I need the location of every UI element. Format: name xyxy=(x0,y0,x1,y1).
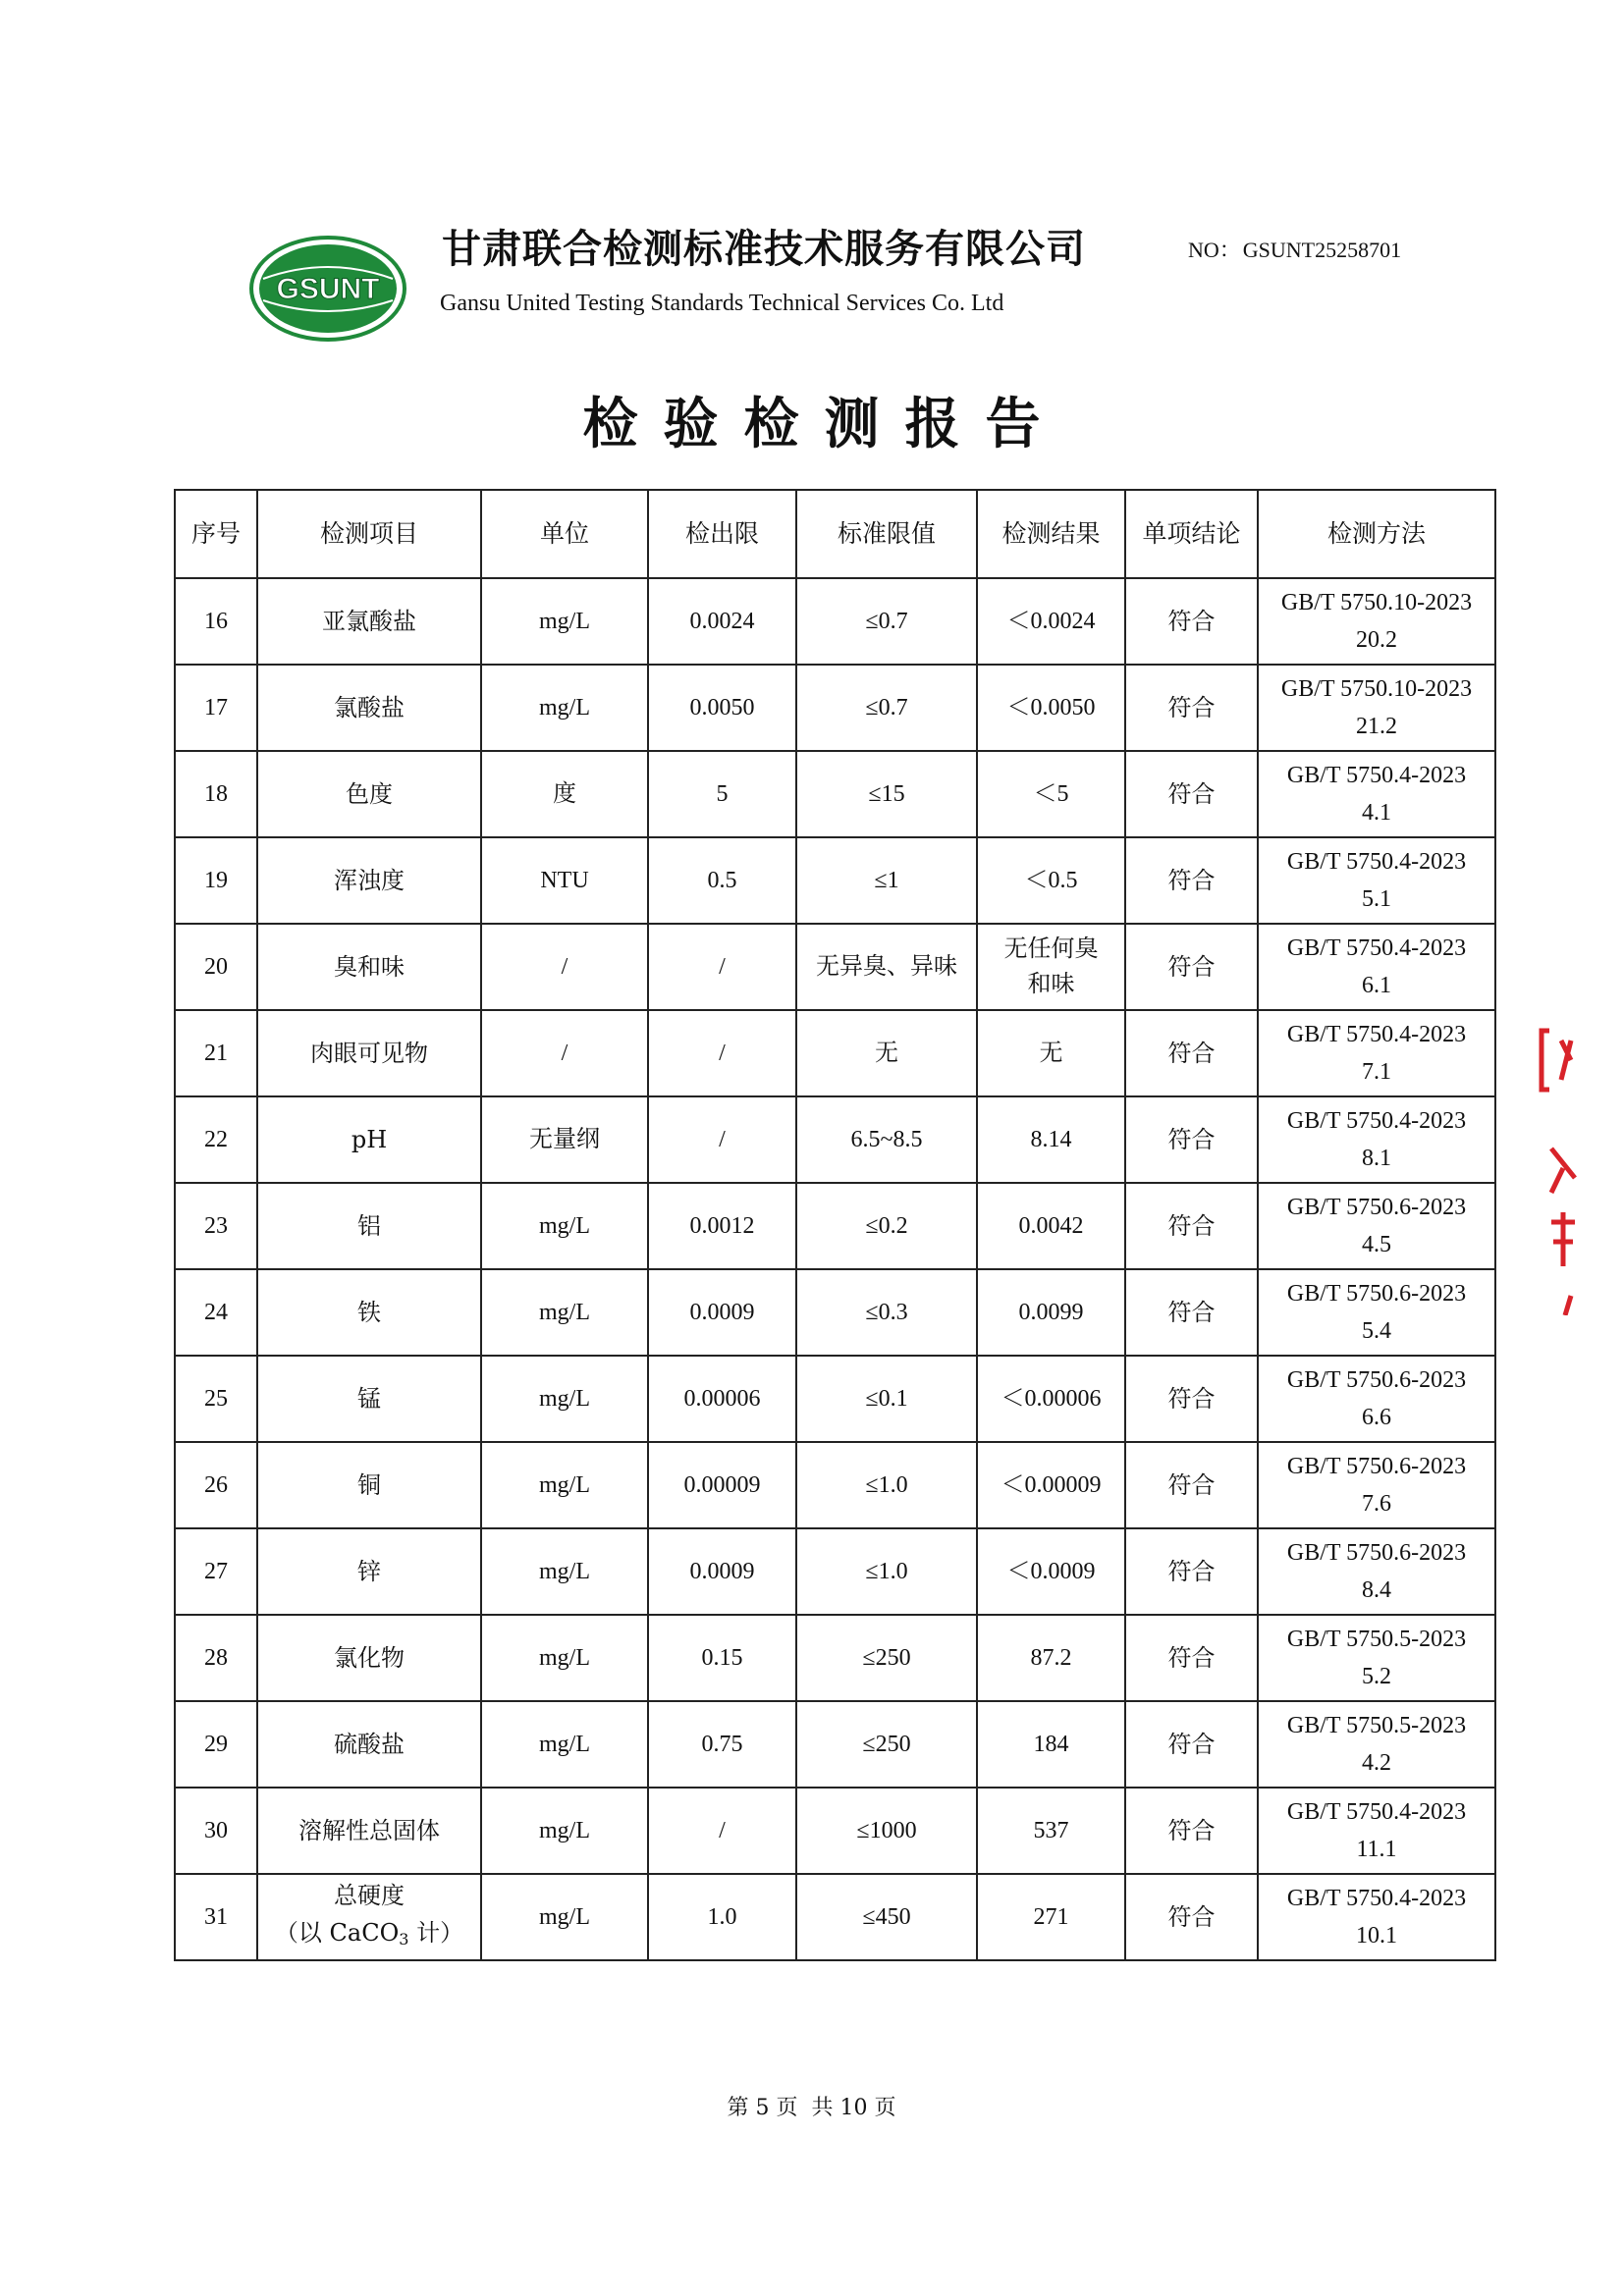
cell-item: 锰 xyxy=(257,1356,481,1442)
company-name-cn: 甘肃联合检测标准技术服务有限公司 xyxy=(442,226,1086,272)
cell-item: 臭和味 xyxy=(257,924,481,1010)
cell-no: 27 xyxy=(175,1528,257,1615)
cell-result: 0.0099 xyxy=(977,1269,1125,1356)
table-row xyxy=(175,1096,1495,1183)
cell-detection-limit: 0.15 xyxy=(648,1615,796,1701)
cell-method-clause: 7.1 xyxy=(1362,1059,1391,1085)
cell-method-standard: GB/T 5750.4-2023 xyxy=(1286,763,1467,788)
cell-item: 氯酸盐 xyxy=(257,665,481,751)
cell-result: 8.14 xyxy=(977,1096,1125,1183)
cell-standard-limit: ≤450 xyxy=(796,1874,977,1960)
table-row xyxy=(175,1356,1495,1442)
company-logo xyxy=(249,236,406,342)
cell-no: 28 xyxy=(175,1615,257,1701)
cell-method xyxy=(1258,1874,1495,1960)
cell-method-clause: 11.1 xyxy=(1356,1837,1397,1862)
table-row xyxy=(175,1010,1495,1096)
cell-unit: mg/L xyxy=(481,1183,648,1269)
cell-method-standard: GB/T 5750.6-2023 xyxy=(1286,1195,1467,1220)
cell-method-standard: GB/T 5750.6-2023 xyxy=(1286,1454,1467,1479)
cell-detection-limit: 0.0024 xyxy=(648,578,796,665)
table-row xyxy=(175,1183,1495,1269)
cell-method-standard: GB/T 5750.4-2023 xyxy=(1286,1022,1467,1047)
cell-item: 色度 xyxy=(257,751,481,837)
cell-result: ＜0.5 xyxy=(977,837,1125,924)
table-row xyxy=(175,1874,1495,1960)
cell-no: 22 xyxy=(175,1096,257,1183)
table-row xyxy=(175,1788,1495,1874)
cell-standard-limit: ≤0.3 xyxy=(796,1269,977,1356)
cell-method-clause: 7.6 xyxy=(1362,1491,1391,1517)
cell-result: 无任何臭和味 xyxy=(977,924,1125,1010)
cell-conclusion: 符合 xyxy=(1125,1010,1258,1096)
cell-method xyxy=(1258,924,1495,1010)
cell-method-clause: 8.1 xyxy=(1362,1146,1391,1171)
cell-conclusion: 符合 xyxy=(1125,1183,1258,1269)
red-seal-fragment xyxy=(1532,1021,1581,1315)
report-number xyxy=(1188,234,1401,264)
cell-unit: 度 xyxy=(481,751,648,837)
cell-method-clause: 5.1 xyxy=(1362,886,1391,912)
cell-method-clause: 4.5 xyxy=(1362,1232,1391,1257)
cell-method-clause: 5.2 xyxy=(1362,1664,1391,1689)
column-header-method: 检测方法 xyxy=(1258,490,1495,578)
column-header-item: 检测项目 xyxy=(257,490,481,578)
table-row xyxy=(175,1701,1495,1788)
cell-item xyxy=(257,1874,481,1960)
cell-detection-limit: 0.75 xyxy=(648,1701,796,1788)
cell-no: 31 xyxy=(175,1874,257,1960)
table-row xyxy=(175,1442,1495,1528)
cell-conclusion: 符合 xyxy=(1125,1096,1258,1183)
cell-item-note-subscript: 3 xyxy=(399,1929,409,1949)
cell-conclusion: 符合 xyxy=(1125,751,1258,837)
cell-method-standard: GB/T 5750.5-2023 xyxy=(1286,1713,1467,1738)
cell-standard-limit: ≤0.7 xyxy=(796,578,977,665)
cell-method-standard: GB/T 5750.4-2023 xyxy=(1286,1108,1467,1134)
cell-result: 无 xyxy=(977,1010,1125,1096)
cell-method-clause: 6.1 xyxy=(1362,973,1391,998)
cell-method-clause: 4.1 xyxy=(1362,800,1391,826)
cell-standard-limit: ≤1.0 xyxy=(796,1442,977,1528)
table-row xyxy=(175,837,1495,924)
cell-unit: mg/L xyxy=(481,1615,648,1701)
cell-method xyxy=(1258,1442,1495,1528)
column-header-limit: 检出限 xyxy=(648,490,796,578)
cell-unit: mg/L xyxy=(481,1442,648,1528)
cell-detection-limit: 0.0009 xyxy=(648,1269,796,1356)
results-table xyxy=(174,489,1496,1961)
cell-detection-limit: 0.0012 xyxy=(648,1183,796,1269)
table-row xyxy=(175,1528,1495,1615)
cell-result: 0.0042 xyxy=(977,1183,1125,1269)
cell-result: 184 xyxy=(977,1701,1125,1788)
cell-unit: / xyxy=(481,1010,648,1096)
cell-method xyxy=(1258,578,1495,665)
cell-result: 537 xyxy=(977,1788,1125,1874)
cell-detection-limit: 0.0050 xyxy=(648,665,796,751)
cell-item: 铝 xyxy=(257,1183,481,1269)
cell-detection-limit: / xyxy=(648,1010,796,1096)
cell-detection-limit: / xyxy=(648,1788,796,1874)
column-header-result: 检测结果 xyxy=(977,490,1125,578)
cell-conclusion: 符合 xyxy=(1125,665,1258,751)
cell-method-standard: GB/T 5750.10-2023 xyxy=(1280,590,1473,615)
cell-method xyxy=(1258,1615,1495,1701)
cell-method xyxy=(1258,1096,1495,1183)
cell-item-note xyxy=(262,1914,476,1958)
cell-conclusion: 符合 xyxy=(1125,1442,1258,1528)
table-row xyxy=(175,665,1495,751)
company-name-en: Gansu United Testing Standards Technical Services Co. Ltd xyxy=(440,291,1004,316)
cell-method-standard: GB/T 5750.4-2023 xyxy=(1286,935,1467,961)
cell-no: 25 xyxy=(175,1356,257,1442)
cell-result: ＜0.0024 xyxy=(977,578,1125,665)
cell-standard-limit: ≤1000 xyxy=(796,1788,977,1874)
cell-method-standard: GB/T 5750.10-2023 xyxy=(1280,676,1473,702)
cell-unit: mg/L xyxy=(481,1269,648,1356)
table-header-row xyxy=(175,490,1495,578)
cell-standard-limit: ≤0.2 xyxy=(796,1183,977,1269)
cell-conclusion: 符合 xyxy=(1125,1874,1258,1960)
cell-method-clause: 5.4 xyxy=(1362,1318,1391,1344)
cell-result: ＜0.0050 xyxy=(977,665,1125,751)
column-header-standard: 标准限值 xyxy=(796,490,977,578)
cell-standard-limit: ≤0.7 xyxy=(796,665,977,751)
cell-item: 氯化物 xyxy=(257,1615,481,1701)
cell-unit: mg/L xyxy=(481,1528,648,1615)
cell-unit: mg/L xyxy=(481,1874,648,1960)
cell-method xyxy=(1258,1010,1495,1096)
cell-method xyxy=(1258,1788,1495,1874)
cell-detection-limit: 0.00006 xyxy=(648,1356,796,1442)
cell-unit: mg/L xyxy=(481,578,648,665)
cell-conclusion: 符合 xyxy=(1125,578,1258,665)
cell-standard-limit: ≤1.0 xyxy=(796,1528,977,1615)
cell-result: 271 xyxy=(977,1874,1125,1960)
cell-item-note-prefix: （以 CaCO xyxy=(274,1918,400,1947)
cell-detection-limit: 1.0 xyxy=(648,1874,796,1960)
cell-unit: mg/L xyxy=(481,1788,648,1874)
cell-item: 铜 xyxy=(257,1442,481,1528)
cell-method-standard: GB/T 5750.6-2023 xyxy=(1286,1540,1467,1566)
table-row xyxy=(175,1269,1495,1356)
logo-text: GSUNT xyxy=(276,273,380,305)
cell-no: 23 xyxy=(175,1183,257,1269)
cell-no: 24 xyxy=(175,1269,257,1356)
cell-method-standard: GB/T 5750.4-2023 xyxy=(1286,849,1467,875)
cell-no: 21 xyxy=(175,1010,257,1096)
cell-no: 26 xyxy=(175,1442,257,1528)
cell-conclusion: 符合 xyxy=(1125,1788,1258,1874)
cell-method-clause: 4.2 xyxy=(1362,1750,1391,1776)
cell-no: 19 xyxy=(175,837,257,924)
cell-method-clause: 10.1 xyxy=(1356,1923,1397,1949)
cell-item: 亚氯酸盐 xyxy=(257,578,481,665)
cell-item: 锌 xyxy=(257,1528,481,1615)
cell-standard-limit: ≤15 xyxy=(796,751,977,837)
cell-method xyxy=(1258,665,1495,751)
cell-item: 硫酸盐 xyxy=(257,1701,481,1788)
report-title: 检验检测报告 xyxy=(582,392,1066,456)
report-number-value: GSUNT25258701 xyxy=(1242,238,1402,262)
cell-unit: mg/L xyxy=(481,1356,648,1442)
cell-no: 29 xyxy=(175,1701,257,1788)
cell-conclusion: 符合 xyxy=(1125,1615,1258,1701)
cell-detection-limit: / xyxy=(648,924,796,1010)
cell-no: 16 xyxy=(175,578,257,665)
cell-result: ＜0.00009 xyxy=(977,1442,1125,1528)
cell-detection-limit: 0.00009 xyxy=(648,1442,796,1528)
cell-detection-limit: 5 xyxy=(648,751,796,837)
cell-no: 18 xyxy=(175,751,257,837)
cell-standard-limit: 6.5~8.5 xyxy=(796,1096,977,1183)
table-row xyxy=(175,924,1495,1010)
column-header-conclusion: 单项结论 xyxy=(1125,490,1258,578)
cell-item: pH xyxy=(257,1096,481,1183)
cell-item: 铁 xyxy=(257,1269,481,1356)
cell-item: 溶解性总固体 xyxy=(257,1788,481,1874)
cell-method xyxy=(1258,1356,1495,1442)
column-header-no: 序号 xyxy=(175,490,257,578)
report-number-label: NO： xyxy=(1188,238,1241,262)
cell-method-clause: 6.6 xyxy=(1362,1405,1391,1430)
cell-unit: 无量纲 xyxy=(481,1096,648,1183)
cell-method-clause: 8.4 xyxy=(1362,1577,1391,1603)
table-row xyxy=(175,578,1495,665)
cell-method-standard: GB/T 5750.6-2023 xyxy=(1286,1281,1467,1307)
cell-method xyxy=(1258,1183,1495,1269)
cell-method xyxy=(1258,1528,1495,1615)
cell-result: 87.2 xyxy=(977,1615,1125,1701)
cell-standard-limit: 无异臭、异味 xyxy=(796,924,977,1010)
page-number: 第 5 页 共 10 页 xyxy=(727,2096,896,2120)
cell-method xyxy=(1258,1701,1495,1788)
cell-detection-limit: / xyxy=(648,1096,796,1183)
cell-no: 20 xyxy=(175,924,257,1010)
cell-standard-limit: ≤250 xyxy=(796,1615,977,1701)
cell-method-clause: 20.2 xyxy=(1356,627,1397,653)
table-row xyxy=(175,751,1495,837)
cell-standard-limit: 无 xyxy=(796,1010,977,1096)
cell-no: 30 xyxy=(175,1788,257,1874)
table-row xyxy=(175,1615,1495,1701)
column-header-unit: 单位 xyxy=(481,490,648,578)
cell-detection-limit: 0.5 xyxy=(648,837,796,924)
cell-item: 肉眼可见物 xyxy=(257,1010,481,1096)
cell-method-clause: 21.2 xyxy=(1356,714,1397,739)
cell-method xyxy=(1258,837,1495,924)
table-body xyxy=(175,578,1495,1960)
cell-detection-limit: 0.0009 xyxy=(648,1528,796,1615)
cell-method xyxy=(1258,1269,1495,1356)
cell-standard-limit: ≤0.1 xyxy=(796,1356,977,1442)
cell-conclusion: 符合 xyxy=(1125,1701,1258,1788)
cell-conclusion: 符合 xyxy=(1125,1528,1258,1615)
cell-result: ＜5 xyxy=(977,751,1125,837)
cell-method-standard: GB/T 5750.4-2023 xyxy=(1286,1886,1467,1911)
cell-unit: / xyxy=(481,924,648,1010)
cell-standard-limit: ≤1 xyxy=(796,837,977,924)
cell-method-standard: GB/T 5750.6-2023 xyxy=(1286,1367,1467,1393)
cell-result: ＜0.0009 xyxy=(977,1528,1125,1615)
cell-conclusion: 符合 xyxy=(1125,1269,1258,1356)
cell-conclusion: 符合 xyxy=(1125,837,1258,924)
cell-unit: mg/L xyxy=(481,665,648,751)
cell-unit: NTU xyxy=(481,837,648,924)
cell-no: 17 xyxy=(175,665,257,751)
cell-standard-limit: ≤250 xyxy=(796,1701,977,1788)
cell-item-note-suffix: 计） xyxy=(408,1918,464,1947)
cell-conclusion: 符合 xyxy=(1125,1356,1258,1442)
cell-conclusion: 符合 xyxy=(1125,924,1258,1010)
cell-item-main: 总硬度 xyxy=(334,1881,405,1909)
cell-result: ＜0.00006 xyxy=(977,1356,1125,1442)
cell-method-standard: GB/T 5750.4-2023 xyxy=(1286,1799,1467,1825)
cell-unit: mg/L xyxy=(481,1701,648,1788)
cell-method xyxy=(1258,751,1495,837)
cell-method-standard: GB/T 5750.5-2023 xyxy=(1286,1627,1467,1652)
cell-item: 浑浊度 xyxy=(257,837,481,924)
